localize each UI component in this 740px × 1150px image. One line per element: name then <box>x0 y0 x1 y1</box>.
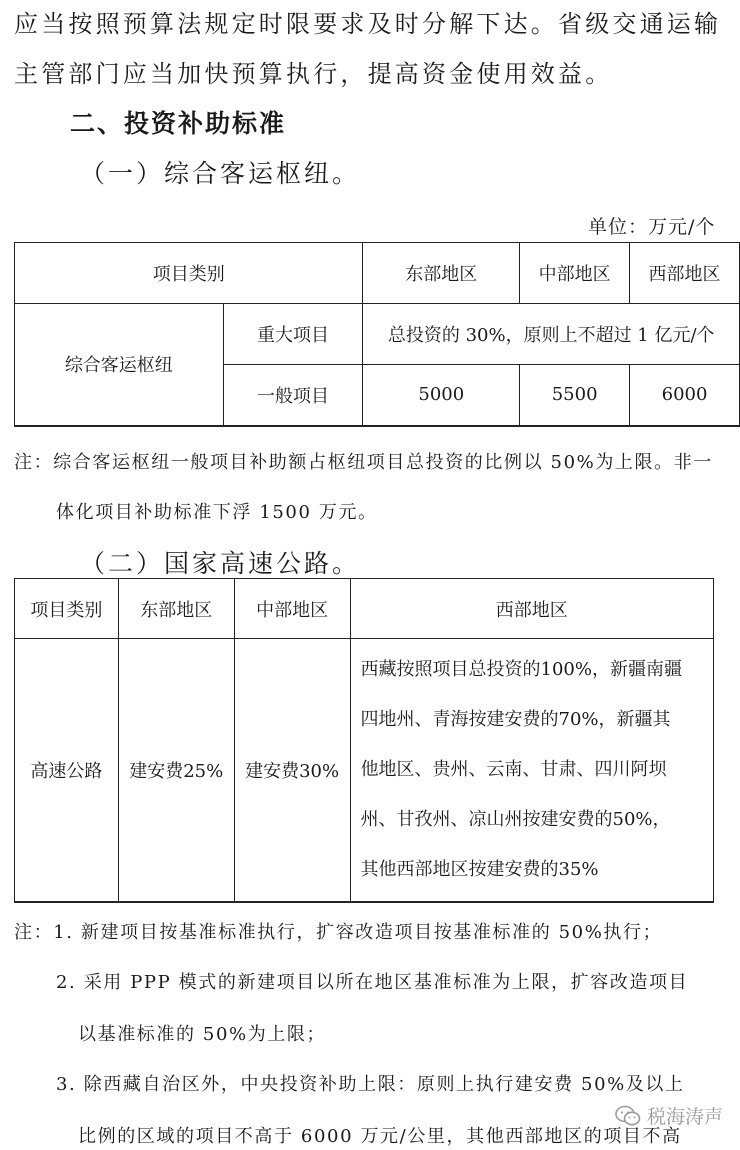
note-2-item-2-line-1: 2. 采用 PPP 模式的新建项目以所在地区基准标准为上限，扩容改造项目 <box>56 972 689 993</box>
highway-west <box>350 639 713 903</box>
header-west: 西部地区 <box>630 243 740 304</box>
table-header-row <box>15 579 714 639</box>
section-heading: 二、投资补助标准 <box>70 109 287 138</box>
major-value: 总投资的 30%，原则上不超过 1 亿元/个 <box>363 304 740 365</box>
west-line: 其他西部地区按建安费的35% <box>360 859 599 880</box>
general-label: 一般项目 <box>223 365 363 426</box>
row-group-label: 综合客运枢纽 <box>15 304 224 426</box>
table-header-row <box>15 243 740 304</box>
header-east: 东部地区 <box>363 243 520 304</box>
table-row-major <box>15 304 740 365</box>
highway-central: 建安费30% <box>234 639 350 903</box>
highway-subsidy-table <box>14 578 714 903</box>
general-central: 5500 <box>520 365 630 426</box>
wechat-icon <box>615 1105 641 1127</box>
subsection-1-heading: （一）综合客运枢纽。 <box>80 159 361 188</box>
west-line: 四地州、青海按建安费的70%，新疆其 <box>360 709 671 730</box>
header-east: 东部地区 <box>118 579 234 639</box>
header-central: 中部地区 <box>520 243 630 304</box>
header-type: 项目类别 <box>15 243 363 304</box>
major-label: 重大项目 <box>223 304 363 365</box>
note-2-item-2-line-2: 以基准标准的 50%为上限； <box>78 1024 327 1045</box>
subsection-2-heading: （二）国家高速公路。 <box>80 549 361 578</box>
note-1-line-2: 体化项目补助标准下浮 1500 万元。 <box>56 502 378 523</box>
header-west: 西部地区 <box>350 579 713 639</box>
note-2-item-3-line-2: 比例的区域的项目不高于 6000 万元/公里，其他西部地区的项目不高 <box>78 1126 682 1147</box>
west-line: 西藏按照项目总投资的100%，新疆南疆 <box>360 659 682 680</box>
intro-line-2: 主管部门应当加快预算执行，提高资金使用效益。 <box>14 60 613 88</box>
header-central: 中部地区 <box>234 579 350 639</box>
west-line: 他地区、贵州、云南、甘肃、四川阿坝 <box>360 759 667 780</box>
general-east: 5000 <box>363 365 520 426</box>
unit-label: 单位：万元/个 <box>588 216 716 238</box>
hub-subsidy-table <box>14 242 740 427</box>
west-line: 州、甘孜州、凉山州按建安费的50%， <box>360 809 671 830</box>
highway-east: 建安费25% <box>118 639 234 903</box>
note-2-item-3-line-1: 3. 除西藏自治区外，中央投资补助上限：原则上执行建安费 50%及以上 <box>56 1074 685 1095</box>
note-1-line-1: 注：综合客运枢纽一般项目补助额占枢纽项目总投资的比例以 50%为上限。非一 <box>14 452 713 473</box>
note-2-item-1: 注：1. 新建项目按基准标准执行，扩容改造项目按基准标准的 50%执行； <box>14 922 663 943</box>
general-west: 6000 <box>630 365 740 426</box>
header-type: 项目类别 <box>15 579 119 639</box>
watermark-text: 税海涛声 <box>647 1106 724 1128</box>
highway-type: 高速公路 <box>15 639 119 903</box>
intro-line-1: 应当按照预算法规定时限要求及时分解下达。省级交通运输 <box>14 10 722 38</box>
watermark <box>615 1102 723 1129</box>
table-row-highway <box>15 639 714 903</box>
